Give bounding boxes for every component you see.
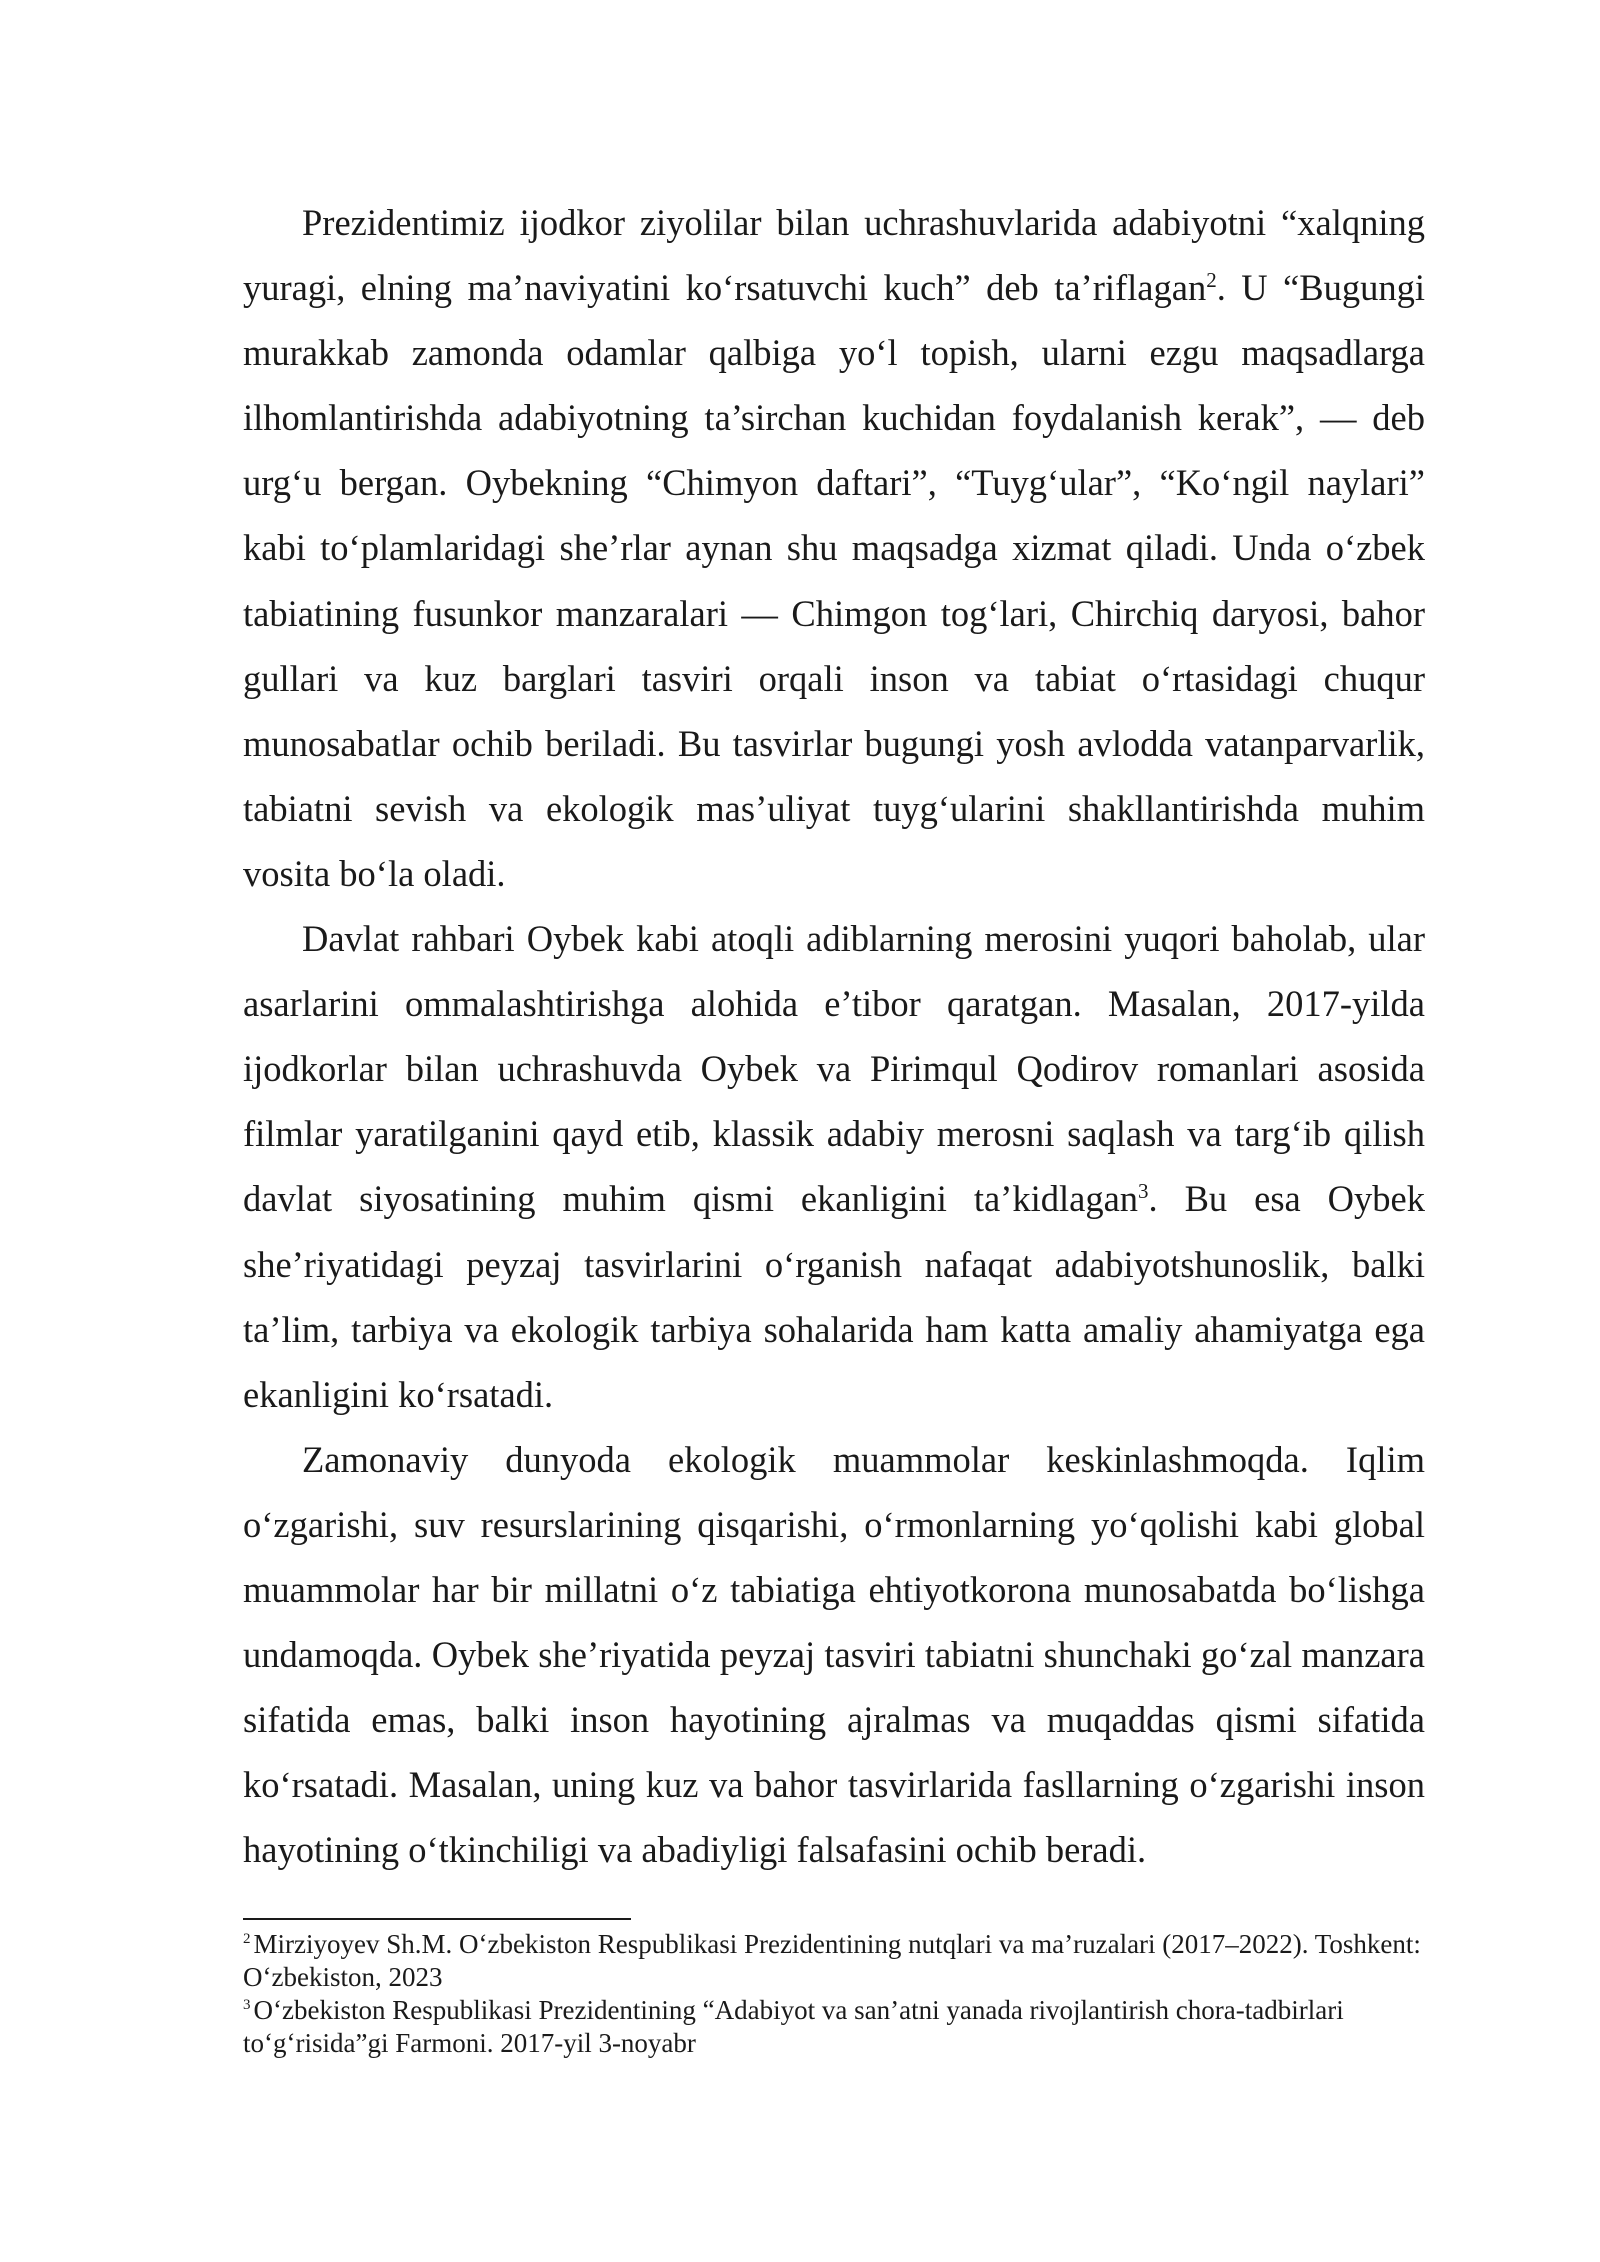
footnote-mark: 2 bbox=[243, 1931, 251, 1947]
paragraph-text: . Bu esa Oybek she’riyatidagi peyzaj tasvirlarini o‘rganish nafaqat adabiyotshunoslik, balki ta’lim, tarbiya va ekologik tarbiya sohalarida ham katta amaliy ahamiyatga ega ekanligini ko‘rsatadi. bbox=[243, 1178, 1425, 1415]
footnote-separator bbox=[243, 1918, 631, 1920]
footnote-text: Mirziyoyev Sh.M. O‘zbekiston Respublikasi Prezidentining nutqlari va ma’ruzalari (2017–2022). Toshkent: O‘zbekiston, 2023 bbox=[243, 1929, 1421, 1992]
paragraph-text: Davlat rahbari Oybek kabi atoqli adiblarning merosini yuqori baholab, ular asarlarini ommalashtirishga alohida e’tibor qaratgan. Masalan, 2017-yilda ijodkorlar bilan uchrashuvda Oybek va Pirimqul Qodirov romanlari asosida filmlar yaratilganini qayd etib, klassik adabiy merosni saqlash va targ‘ib qilish davlat siyosatining muhim qismi ekanligini ta’kidlagan bbox=[243, 918, 1425, 1220]
footnote-reference-2[interactable]: 2 bbox=[1206, 267, 1217, 292]
paragraph-text: Zamonaviy dunyoda ekologik muammolar keskinlashmoqda. Iqlim o‘zgarishi, suv resurslarining qisqarishi, o‘rmonlarning yo‘qolishi kabi global muammolar har bir millatni o‘z tabiatiga ehtiyotkorona munosabatda bo‘lishga undamoqda. Oybek she’riyatida peyzaj tasviri tabiatni shunchaki go‘zal manzara sifatida emas, balki inson hayotining ajralmas va muqaddas qismi sifatida ko‘rsatadi. Masalan, uning kuz va bahor tasvirlarida fasllarning o‘zgarishi inson hayotining o‘tkinchiligi va abadiyligi falsafasini ochib beradi. bbox=[243, 1438, 1425, 1871]
footnote-2 bbox=[243, 1928, 1425, 1994]
footnote-reference-3[interactable]: 3 bbox=[1138, 1179, 1149, 1204]
paragraph-2 bbox=[243, 906, 1425, 1427]
footnotes-section bbox=[243, 1918, 1425, 2060]
paragraph-3 bbox=[243, 1427, 1425, 1883]
footnote-mark: 3 bbox=[243, 1997, 251, 2013]
paragraph-text: . U “Bugungi murakkab zamonda odamlar qalbiga yo‘l topish, ularni ezgu maqsadlarga ilhomlantirishda adabiyotning ta’sirchan kuchidan foydalanish kerak”, — deb urg‘u bergan. Oybekning “Chimyon daftari”, “Tuyg‘ular”, “Ko‘ngil naylari” kabi to‘plamlaridagi she’rlar aynan shu maqsadga xizmat qiladi. Unda o‘zbek tabiatining fusunkor manzaralari — Chimgon tog‘lari, Chirchiq daryosi, bahor gullari va kuz barglari tasviri orqali inson va tabiat o‘rtasidagi chuqur munosabatlar ochib beriladi. Bu tasvirlar bugungi yosh avlodda vatanparvarlik, tabiatni sevish va ekologik mas’uliyat tuyg‘ularini shakllantirishda muhim vosita bo‘la oladi. bbox=[243, 267, 1425, 894]
footnote-3 bbox=[243, 1994, 1425, 2060]
paragraph-1 bbox=[243, 190, 1425, 906]
page-body bbox=[243, 190, 1425, 1882]
paragraph-text: Prezidentimiz ijodkor ziyolilar bilan uchrashuvlarida adabiyotni “xalqning yuragi, elning ma’naviyatini ko‘rsatuvchi kuch” deb ta’riflagan bbox=[243, 202, 1425, 309]
footnote-text: O‘zbekiston Respublikasi Prezidentining “Adabiyot va san’atni yanada rivojlantirish chora-tadbirlari to‘g‘risida”gi Farmoni. 2017-yil 3-noyabr bbox=[243, 1995, 1344, 2058]
